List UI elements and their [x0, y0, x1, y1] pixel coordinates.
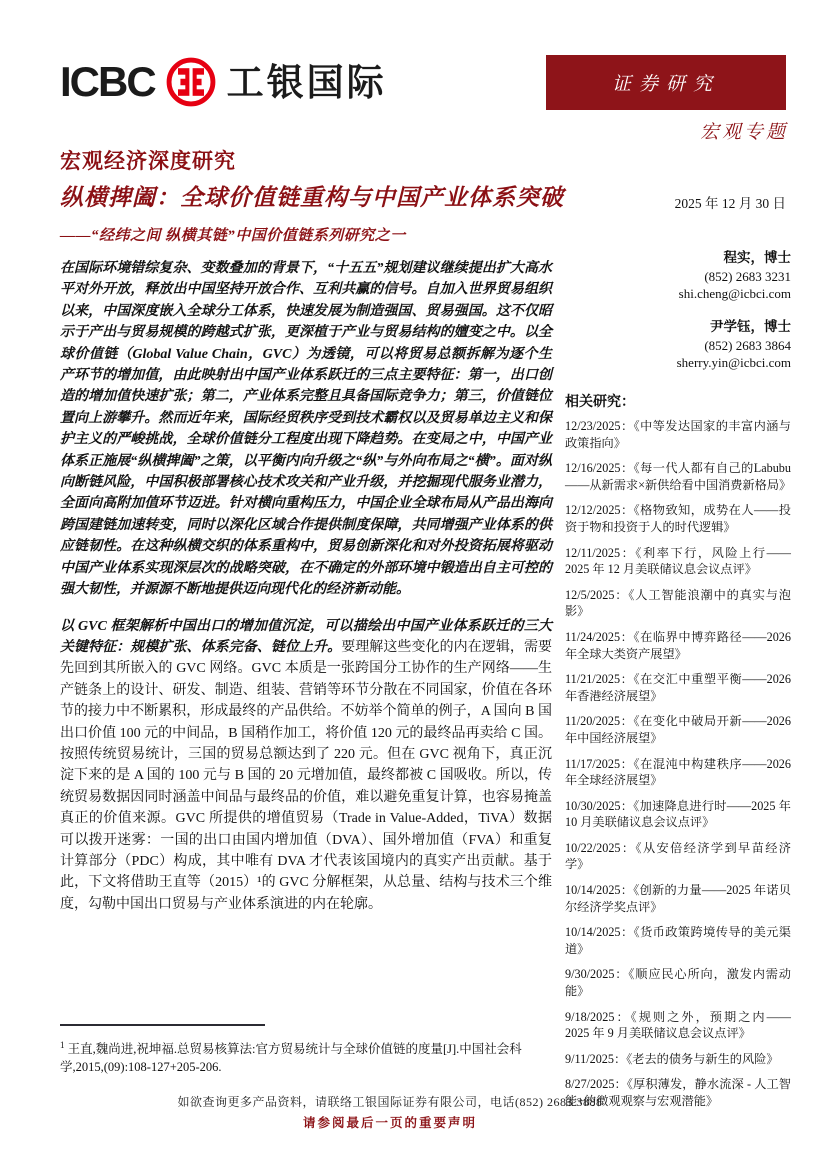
author-name: 尹学钰，博士: [710, 319, 791, 334]
report-subtitle: ——“经纬之间 纵横其链”中国价值链系列研究之一: [60, 228, 406, 244]
related-research-item: 11/20/2025：《在变化中破局开新——2026 年中国经济展望》: [565, 714, 791, 745]
related-research-item: 11/21/2025：《在交汇中重塑平衡——2026 年香港经济展望》: [565, 672, 791, 703]
related-research-item: 12/11/2025：《利率下行，风险上行——2025 年 12 月美联储议息会议点评》: [565, 545, 791, 577]
icbc-emblem-icon: [165, 56, 217, 108]
related-research-item: 10/14/2025：《创新的力量——2025 年诺贝尔经济学奖点评》: [565, 883, 791, 914]
footnote-divider: [60, 1024, 265, 1026]
icbc-wordmark: ICBC: [60, 58, 155, 105]
related-research-item: 10/14/2025：《货币政策跨境传导的美元渠道》: [565, 925, 791, 956]
body-paragraph-2: [60, 616, 552, 916]
paragraph-2-lead: 以 GVC 框架解析中国出口的增加值沉淀，可以描绘出中国产业体系跃迁的三大关键特征：规模扩张、体系完备、链位上升。: [60, 618, 552, 655]
securities-research-badge: 证券研究: [546, 55, 786, 110]
related-research-item: 8/27/2025：《厚积薄发，静水流深 - 人工智能+的微观观察与宏观潜能》: [565, 1077, 791, 1108]
footer-disclaimer-line: 请参阅最后一页的重要声明: [302, 1116, 477, 1130]
report-series-heading: 宏观经济深度研究: [60, 149, 236, 173]
body-paragraph-1: 在国际环境错综复杂、变数叠加的背景下，“十五五”规划建议继续提出扩大高水平对外开放，释放出中国坚持开放合作、互利共赢的信号。自加入世界贸易组织以来，中国深度嵌入全球分工体系，快速发展为制造强国、贸易强国。这不仅昭示于产出与贸易规模的跨越式扩张，更深植于产业与贸易结构的嬗变之中。以全球价值链（Global Value Chain，GVC）为透镜，可以将贸易总额拆解为逐个生产环节的增加值，由此映射出中国产业体系跃迁的三点主要特征：第一，出口创造的增加值快速扩张；第二，产业体系完整且具备国际竞争力；第三，价值链位置向上游攀升。然而近年来，国际经贸秩序受到技术霸权以及贸易单边主义和保护主义的严峻挑战，全球价值链分工程度出现下降趋势。在变局之中，中国产业体系正施展“纵横捭阖”之策，以平衡内向升级之“纵”与外向布局之“横”。面对纵向断链风险，中国积极部署核心技术攻关和产业升级，并挖掘现代服务业潜力，全面向高附加值环节迈进。针对横向重构压力，中国企业全球布局从产品出海向跨国建链加速转变，同时以深化区域合作提供制度保障，共同增强产业体系的供应链韧性。在这种纵横交织的体系重构中，贸易创新深化和对外投资拓展将驱动中国产业体系实现深层次的战略突破，在不确定的外部环境中锻造出自主可控的强大韧性，并源源不断地提供迈向现代化的经济新动能。: [60, 261, 552, 598]
right-sidebar: [565, 246, 791, 1119]
related-research-heading: 相关研究：: [565, 395, 635, 410]
footer-contact-line: 如欲查询更多产品资料，请联络工银国际证券有限公司，电话(852) 2683 3888: [177, 1095, 603, 1109]
author-block: [565, 246, 791, 302]
report-date: 2025 年 12 月 30 日: [674, 196, 786, 211]
related-research-item: 9/30/2025：《顺应民心所向，激发内需动能》: [565, 967, 791, 999]
related-research-item: 12/12/2025：《格物致知，成势在人——投资于物和投资于人的时代逻辑》: [565, 503, 791, 534]
icbc-chinese-name: 工银国际: [226, 61, 387, 103]
paragraph-2-text: 要理解这些变化的内在逻辑，需要先回到其所嵌入的 GVC 网络。GVC 本质是一张跨国分工协作的生产网络——生产链条上的设计、研发、制造、组装、营销等环节分散在不同国家，价值在各环节的接力中不断累积，形成最终的产品供给。不妨举个简单的例子，A 国向 B 国出口价值 100 元的中间品，B 国稍作加工，将价值 120 元的最终品再卖给 C 国。按照传统贸易统计，三国的贸易总额达到了 220 元。但在 GVC 视角下，真正沉淀下来的是 A 国的 100 元与 B 国的 20 元增加值，最终都被 C 国吸收。所以，传统贸易数据因同时涵盖中间品与最终品的价值，难以避免重复计算，也容易掩盖真正的价值来源。GVC 所提供的增值贸易（Trade in Value-Added，TiVA）数据可以拨开迷雾：一国的出口由国内增加值（DVA）、国外增加值（FVA）和重复计算部分（PDC）构成，其中唯有 DVA 才代表该国境内的真实产出贡献。基于此，下文将借助王直等（2015）¹的 GVC 分解框架，从总量、结构与技术三个维度，勾勒中国出口贸易与产业体系演进的内在轮廓。: [60, 639, 553, 912]
footnote: [60, 1036, 558, 1076]
related-research-item: 12/16/2025：《每一代人都有自己的Labubu——从新需求×新供给看中国消费新格局》: [565, 461, 792, 492]
icbc-logo: [60, 56, 387, 108]
related-research-item: 12/23/2025：《中等发达国家的丰富内涵与政策指向》: [565, 419, 791, 450]
report-body: [60, 258, 552, 930]
author-email-link[interactable]: shi.cheng@icbci.com: [678, 286, 791, 301]
related-research-item: 12/5/2025：《人工智能浪潮中的真实与泡影》: [565, 587, 791, 619]
related-research-item: 11/17/2025：《在混沌中构建秩序——2026 年全球经济展望》: [565, 756, 791, 788]
related-research-section: [565, 391, 791, 1110]
related-research-item: 9/18/2025：《规则之外，预期之内——2025 年 9 月美联储议息会议点评》: [565, 1009, 791, 1041]
author-block: [565, 315, 791, 371]
author-phone: (852) 2683 3231: [704, 269, 791, 284]
related-research-item: 10/22/2025：《从安倍经济学到早苗经济学》: [565, 840, 791, 872]
author-email-link[interactable]: sherry.yin@icbci.com: [676, 355, 791, 370]
report-title: 纵横捭阖：全球价值链重构与中国产业体系突破: [60, 185, 564, 210]
related-research-item: 11/24/2025：《在临界中博弈路径——2026 年全球大类资产展望》: [565, 629, 791, 661]
author-name: 程实，博士: [723, 250, 791, 265]
footnote-marker: 1: [60, 1040, 65, 1050]
footnote-text: 王直,魏尚进,祝坤福.总贸易核算法:官方贸易统计与全球价值链的度量[J].中国社会科学,2015,(09):108-127+205-206.: [60, 1042, 522, 1075]
related-research-item: 9/11/2025：《老去的债务与新生的风险》: [565, 1051, 779, 1066]
page-footer: [60, 1093, 720, 1131]
report-category: 宏观专题: [699, 122, 788, 143]
author-phone: (852) 2683 3864: [704, 338, 791, 353]
related-research-item: 10/30/2025：《加速降息进行时——2025 年 10 月美联储议息会议点评》: [565, 798, 791, 830]
